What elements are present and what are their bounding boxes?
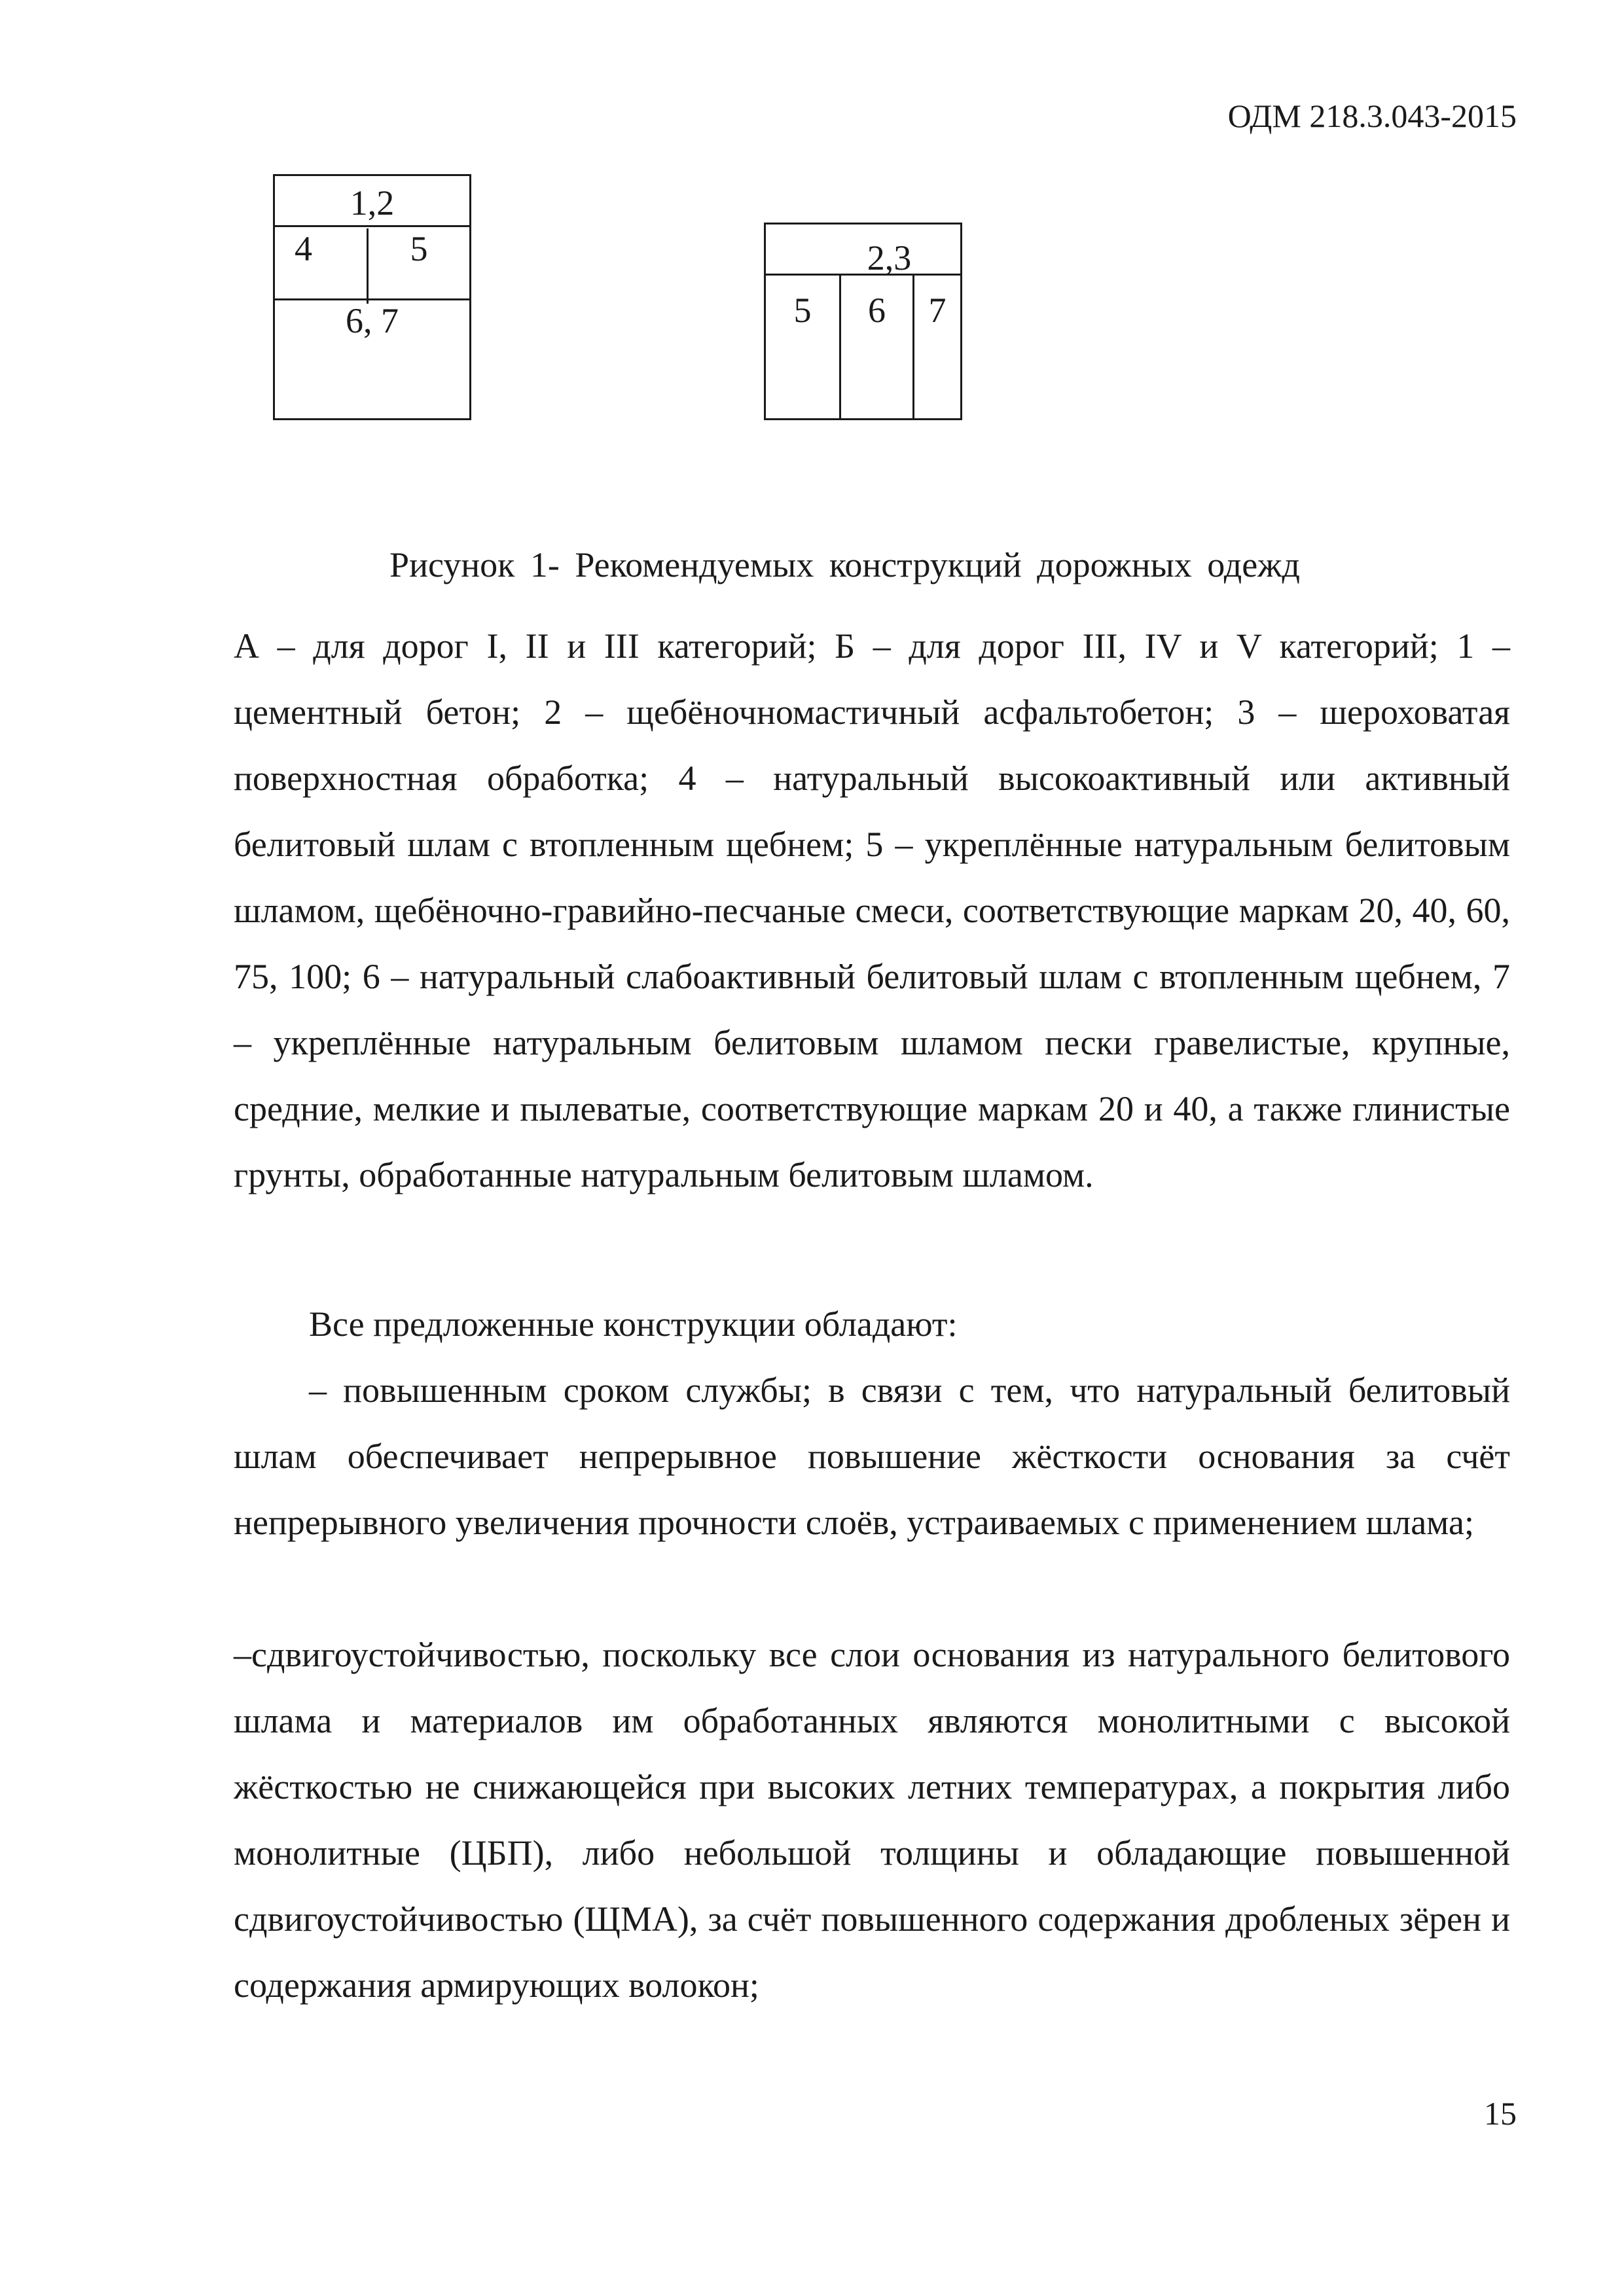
- construction-diagram-a: [273, 174, 471, 420]
- construction-diagram-b: [764, 223, 962, 420]
- diagram-a-left-label: 4: [295, 229, 312, 268]
- diagram-b-col3-label: 7: [912, 274, 960, 418]
- diagram-a-right-label: 5: [367, 228, 469, 304]
- diagram-b-col2-label: 6: [839, 274, 912, 418]
- figure-caption: Рисунок 1- Рекомендуемых конструкций дорожных одежд: [389, 545, 1300, 584]
- diagram-a-divider-bottom: [275, 298, 469, 300]
- list-item-shear-resistance: –сдвигоустойчивостью, поскольку все слои основания из натурального белитового шлама и материалов им обработанных являются монолитными с высокой жёсткостью не снижающейся при высоких летних температурах, а покрытия либо монолитные (ЦБП), либо небольшой толщины и обладающие повышенной сдвигоустойчивостью (ЩМА), за счёт повышенного содержания дробленых зёрен и содержания армирующих волокон;: [234, 1635, 1510, 2005]
- document-code: ОДМ 218.3.043-2015: [1227, 98, 1517, 134]
- diagram-a-bottom-label: 6, 7: [346, 301, 399, 340]
- diagram-b-col1-label: 5: [793, 291, 812, 330]
- intro-paragraph: Все предложенные конструкции обладают:: [309, 1304, 958, 1344]
- diagram-b-top-label: 2,3: [867, 238, 912, 278]
- figure-legend: А – для дорог I, II и III категорий; Б – для дорог III, IV и V категорий; 1 – цементный бетон; 2 – щебёночномастичный асфальтобетон; 3 – шероховатая поверхностная обработка; 4 – натуральный высокоактивный или активный белитовый шлам с втопленным щебнем; 5 – укреплённые натуральным белитовым шламом, щебёночно-гравийно-песчаные смеси, соответствующие маркам 20, 40, 60, 75, 100; 6 – натуральный слабоактивный белитовый шлам с втопленным щебнем, 7 – укреплённые натуральным белитовым шламом пески гравелистые, крупные, средние, мелкие и пылеватые, соответствующие маркам 20 и 40, а также глинистые грунты, обработанные натуральным белитовым шламом.: [234, 626, 1510, 1194]
- diagram-a-top-label: 1,2: [350, 183, 395, 223]
- list-item-service-life: – повышенным сроком службы; в связи с тем, что натуральный белитовый шлам обеспечивает непрерывное повышение жёсткости основания за счёт непрерывного увеличения прочности слоёв, устраиваемых с применением шлама;: [234, 1371, 1510, 1542]
- diagram-a-divider-top: [275, 225, 469, 227]
- page-number: 15: [1484, 2095, 1517, 2132]
